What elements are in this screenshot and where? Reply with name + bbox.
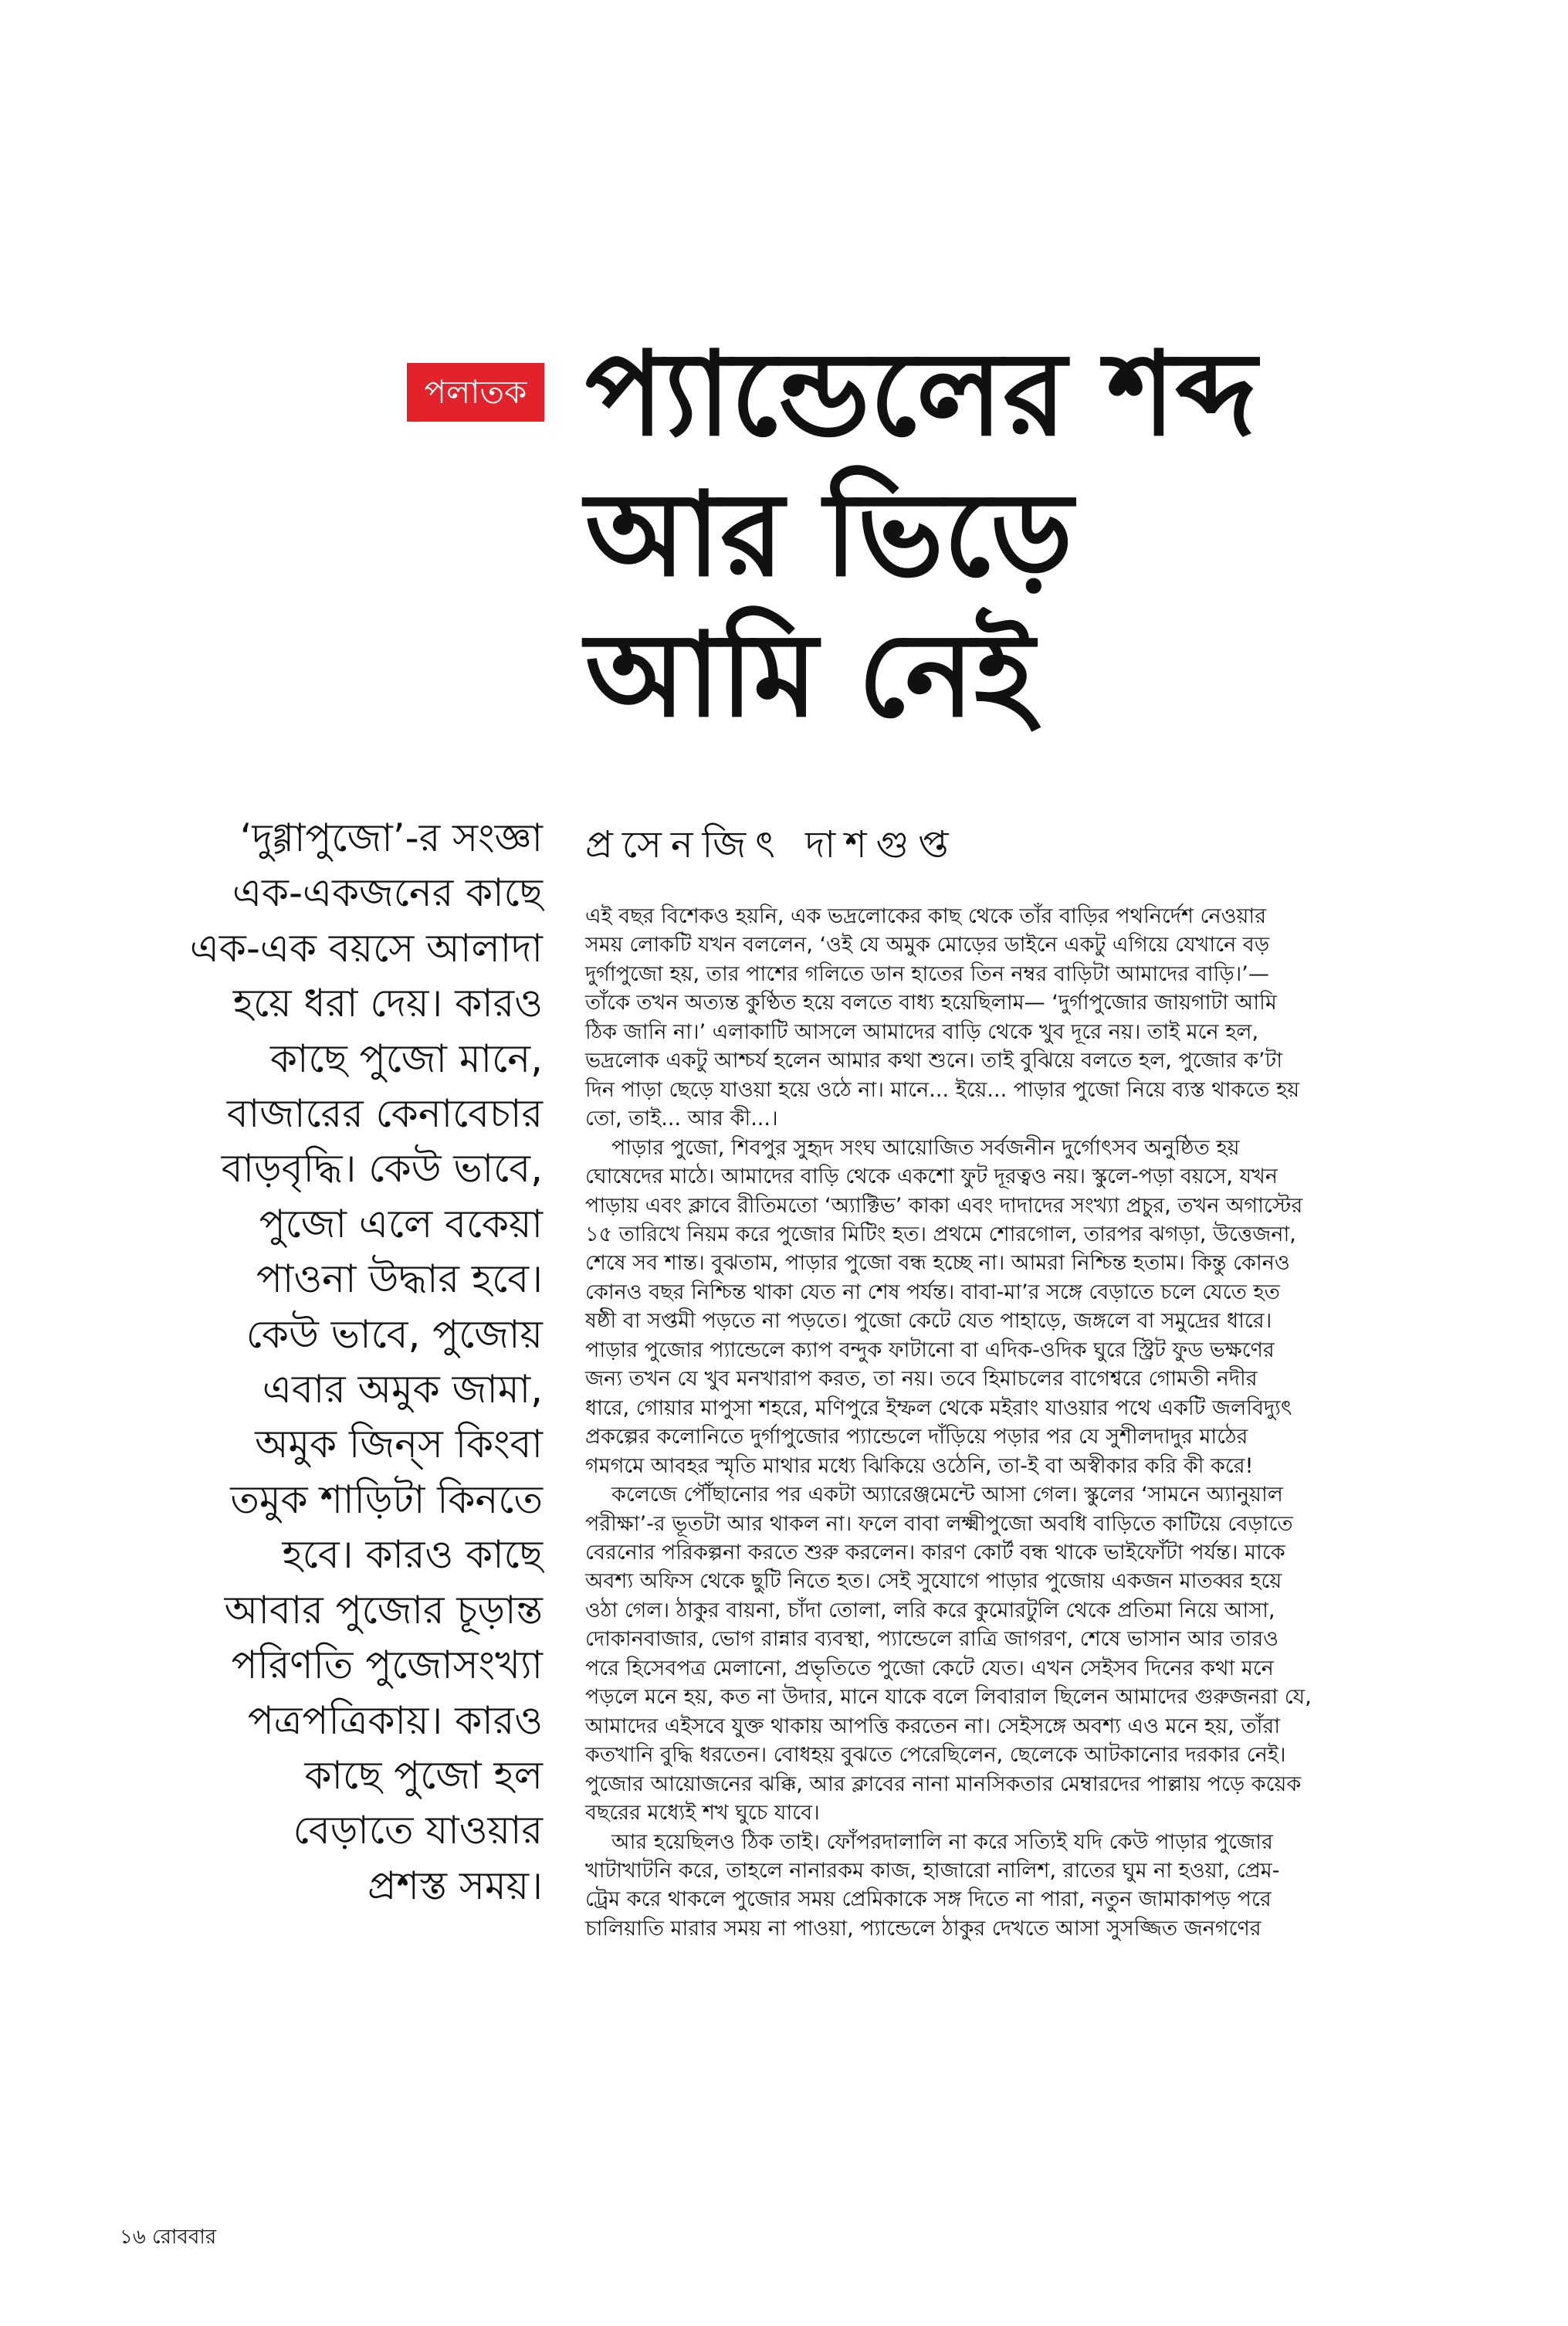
body-line: ঠিক জানি না।’ এলাকাটি আসলে আমাদের বাড়ি থেকে খুব দূরে নয়। তাই মনে হল,	[585, 1019, 1259, 1044]
body-line: পাড়ার পুজো, শিবপুর সুহৃদ সংঘ আয়োজিত সর্বজনীন দুর্গোৎসব অনুষ্ঠিত হয়	[611, 1135, 1240, 1160]
body-line: ট্রেম করে থাকলে পুজোর সময় প্রেমিকাকে সঙ্গ দিতে না পারা, নতুন জামাকাপড় পরে	[585, 1887, 1272, 1912]
pull-quote-line: তমুক শাড়িটা কিনতে	[230, 1477, 543, 1522]
pull-quote-line: ‘দুগ্গাপুজো’-র সংজ্ঞা	[239, 815, 543, 860]
pull-quote-line: হবে। কারও কাছে	[282, 1532, 543, 1578]
headline-line: আমি নেই	[585, 609, 1035, 743]
pull-quote-line: বাজারের কেনাবেচার	[226, 1091, 543, 1137]
body-line: পাড়ায় এবং ক্লাবে রীতিমতো ‘অ্যাক্টিভ’ কাকা এবং দাদাদের সংখ্যা প্রচুর, তখন অগাস্টের	[585, 1193, 1303, 1218]
body-line: তো, তাই... আর কী...।	[585, 1107, 778, 1131]
body-line: দোকানবাজার, ভোগ রান্নার ব্যবস্থা, প্যান্ডেলে রাত্রি জাগরণ, শেষে ভাসান আর তারও	[585, 1627, 1279, 1652]
body-line: দিন পাড়া ছেড়ে যাওয়া হয়ে ওঠে না। মানে... ইয়ে... পাড়ার পুজো নিয়ে ব্যস্ত থাকতে হয়	[585, 1077, 1300, 1102]
body-line: ১৫ তারিখে নিয়ম করে পুজোর মিটিং হত। প্রথমে শোরগোল, তারপর ঝগড়া, উত্তেজনা,	[585, 1222, 1296, 1246]
body-line: দুর্গাপুজো হয়, তার পাশের গলিতে ডান হাতের তিন নম্বর বাড়িটা আমাদের বাড়ি।’—	[585, 961, 1269, 986]
body-line: গমগমে আবহর স্মৃতি মাথার মধ্যে ঝিকিয়ে ওঠেনি, তা-ই বা অস্বীকার করি কী করে!	[585, 1453, 1254, 1478]
body-line: ষষ্ঠী বা সপ্তমী পড়তে না পড়তে। পুজো কেটে যেত পাহাড়ে, জঙ্গলে বা সমুদ্রের ধারে।	[585, 1309, 1272, 1334]
pull-quote-line: অমুক জিন্‌স কিংবা	[255, 1422, 543, 1467]
body-line: বছরের মধ্যেই শখ ঘুচে যাবে।	[585, 1801, 820, 1826]
body-line: আর হয়েছিলও ঠিক তাই। ফোঁপরদালালি না করে সত্যিই যদি কেউ পাড়ার পুজোর	[611, 1829, 1273, 1854]
body-line: অবশ্য অফিস থেকে ছুটি নিতে হত। সেই সুযোগে পাড়ার পুজোয় একজন মাতব্বর হয়ে	[585, 1569, 1282, 1594]
body-line: প্রকল্পের কলোনিতে দুর্গাপুজোর প্যান্ডেলে দাঁড়িয়ে পড়ার পর যে সুশীলদাদুর মাঠের	[585, 1425, 1248, 1450]
body-line: পাড়ার পুজোর প্যান্ডেলে ক্যাপ বন্দুক ফাটানো বা এদিক-ওদিক ঘুরে স্ট্রিট ফুড ভক্ষণের	[585, 1338, 1275, 1362]
body-line: পরে হিসেবপত্র মেলানো, প্রভৃতিতে পুজো কেটে যেত। এখন সেইসব দিনের কথা মনে	[585, 1656, 1274, 1680]
pull-quote-line: বাড়বৃদ্ধি। কেউ ভাবে,	[221, 1146, 543, 1192]
body-line: ঘোষেদের মাঠে। আমাদের বাড়ি থেকে একশো ফুট দূরত্বও নয়। স্কুলে-পড়া বয়সে, যখন	[585, 1165, 1278, 1189]
pull-quote-line: হয়ে ধরা দেয়। কারও	[232, 981, 543, 1026]
pull-quote-line: এক-একজনের কাছে	[232, 870, 543, 916]
pull-quote-line: বেড়াতে যাওয়ার	[293, 1808, 543, 1853]
page-footer: ১৬ রোববার	[120, 2226, 217, 2249]
pull-quote-line: পত্রপত্রিকায়। কারও	[247, 1697, 543, 1743]
article-body	[585, 902, 1434, 1943]
pull-quote-line: কাছে পুজো মানে,	[269, 1036, 543, 1081]
body-line: পরীক্ষা’-র ভূতটা আর থাকল না। ফলে বাবা লক্ষ্মীপুজো অবধি বাড়িতে কাটিয়ে বেড়াতে	[585, 1511, 1293, 1536]
headline-line: প্যান্ডেলের শব্দ	[585, 327, 1257, 462]
section-tag: পলাতক	[407, 363, 544, 422]
body-line: পুজোর আয়োজনের ঝক্কি, আর ক্লাবের নানা মানসিকতার মেম্বারদের পাল্লায় পড়ে কয়েক	[585, 1772, 1302, 1796]
author-byline: প্রসেনজিৎ দাশগুপ্ত	[585, 823, 958, 866]
body-line: জন্য তখন যে খুব মনখারাপ করত, তা নয়। তবে হিমাচলের বাগেশ্বরে গোমতী নদীর	[585, 1367, 1258, 1392]
body-line: সময় লোকটি যখন বললেন, ‘ওই যে অমুক মোড়ের ডাইনে একটু এগিয়ে যেখানে বড়	[585, 933, 1270, 958]
pull-quote-line: পরিণতি পুজোসংখ্যা	[231, 1643, 543, 1688]
body-line: ভদ্রলোক একটু আশ্চর্য হলেন আমার কথা শুনে। তাই বুঝিয়ে বলতে হল, পুজোর ক’টা	[585, 1049, 1283, 1073]
body-line: কলেজে পৌঁছানোর পর একটা অ্যারেঞ্জমেন্টে আসা গেল। স্কুলের ‘সামনে অ্যানুয়াল	[611, 1483, 1283, 1507]
body-line: চালিয়াতি মারার সময় না পাওয়া, প্যান্ডেলে ঠাকুর দেখতে আসা সুসজ্জিত জনগণের	[585, 1916, 1262, 1941]
body-line: ওঠা গেল। ঠাকুর বায়না, চাঁদা তোলা, লরি করে কুমোরটুলি থেকে প্রতিমা নিয়ে আসা,	[585, 1598, 1275, 1622]
body-line: আমাদের এইসবে যুক্ত থাকায় আপত্তি করতেন না। সেইসঙ্গে অবশ্য এও মনে হয়, তাঁরা	[585, 1714, 1281, 1738]
body-line: তাঁকে তখন অত্যন্ত কুণ্ঠিত হয়ে বলতে বাধ্য হয়েছিলাম— ‘দুর্গাপুজোর জায়গাটা আমি	[585, 991, 1277, 1016]
body-line: কোনও বছর নিশ্চিন্ত থাকা যেত না শেষ পর্যন্ত। বাবা-মা’র সঙ্গে বেড়াতে চলে যেতে হত	[585, 1280, 1280, 1304]
body-line: কতখানি বুদ্ধি ধরতেন। বোধহয় বুঝতে পেরেছিলেন, ছেলেকে আটকানোর দরকার নেই।	[585, 1743, 1286, 1768]
pull-quote-line: আবার পুজোর চূড়ান্ত	[224, 1587, 543, 1633]
body-line: খাটাখাটনি করে, তাহলে নানারকম কাজ, হাজারো নালিশ, রাতের ঘুম না হওয়া, প্রেম-	[585, 1858, 1280, 1883]
body-line: পড়লে মনে হয়, কত না উদার, মানে যাকে বলে লিবারাল ছিলেন আমাদের গুরুজনরা যে,	[585, 1685, 1312, 1710]
body-line: শেষে সব শান্ত। বুঝতাম, পাড়ার পুজো বন্ধ হচ্ছে না। আমরা নিশ্চিন্ত হতাম। কিন্তু কোনও	[585, 1251, 1290, 1276]
pull-quote-line: কেউ ভাবে, পুজোয়	[246, 1311, 543, 1357]
pull-quote-line: প্রশস্ত সময়।	[367, 1863, 543, 1908]
body-line: বেরনোর পরিকল্পনা করতে শুরু করলেন। কারণ কোর্ট বন্ধ থাকে ভাইফোঁটা পর্যন্ত। মাকে	[585, 1540, 1285, 1565]
headline-line: আর ভিড়ে	[585, 468, 1073, 602]
headline	[585, 324, 1512, 746]
pull-quote-line: কাছে পুজো হল	[304, 1752, 543, 1798]
pull-quote-line: এবার অমুক জামা,	[262, 1367, 543, 1412]
pull-quote-line: পাওনা উদ্ধার হবে।	[256, 1256, 543, 1302]
pull-quote	[116, 811, 543, 1914]
pull-quote-line: এক-এক বয়সে আলাদা	[189, 925, 543, 971]
pull-quote-line: পুজো এলে বকেয়া	[259, 1201, 543, 1246]
body-line: এই বছর বিশেকও হয়নি, এক ভদ্রলোকের কাছ থেকে তাঁর বাড়ির পথনির্দেশ নেওয়ার	[585, 904, 1267, 928]
body-line: ধারে, গোয়ার মাপুসা শহরে, মণিপুরে ইম্ফল থেকে মইরাং যাওয়ার পথে একটি জলবিদ্যুৎ	[585, 1395, 1292, 1420]
